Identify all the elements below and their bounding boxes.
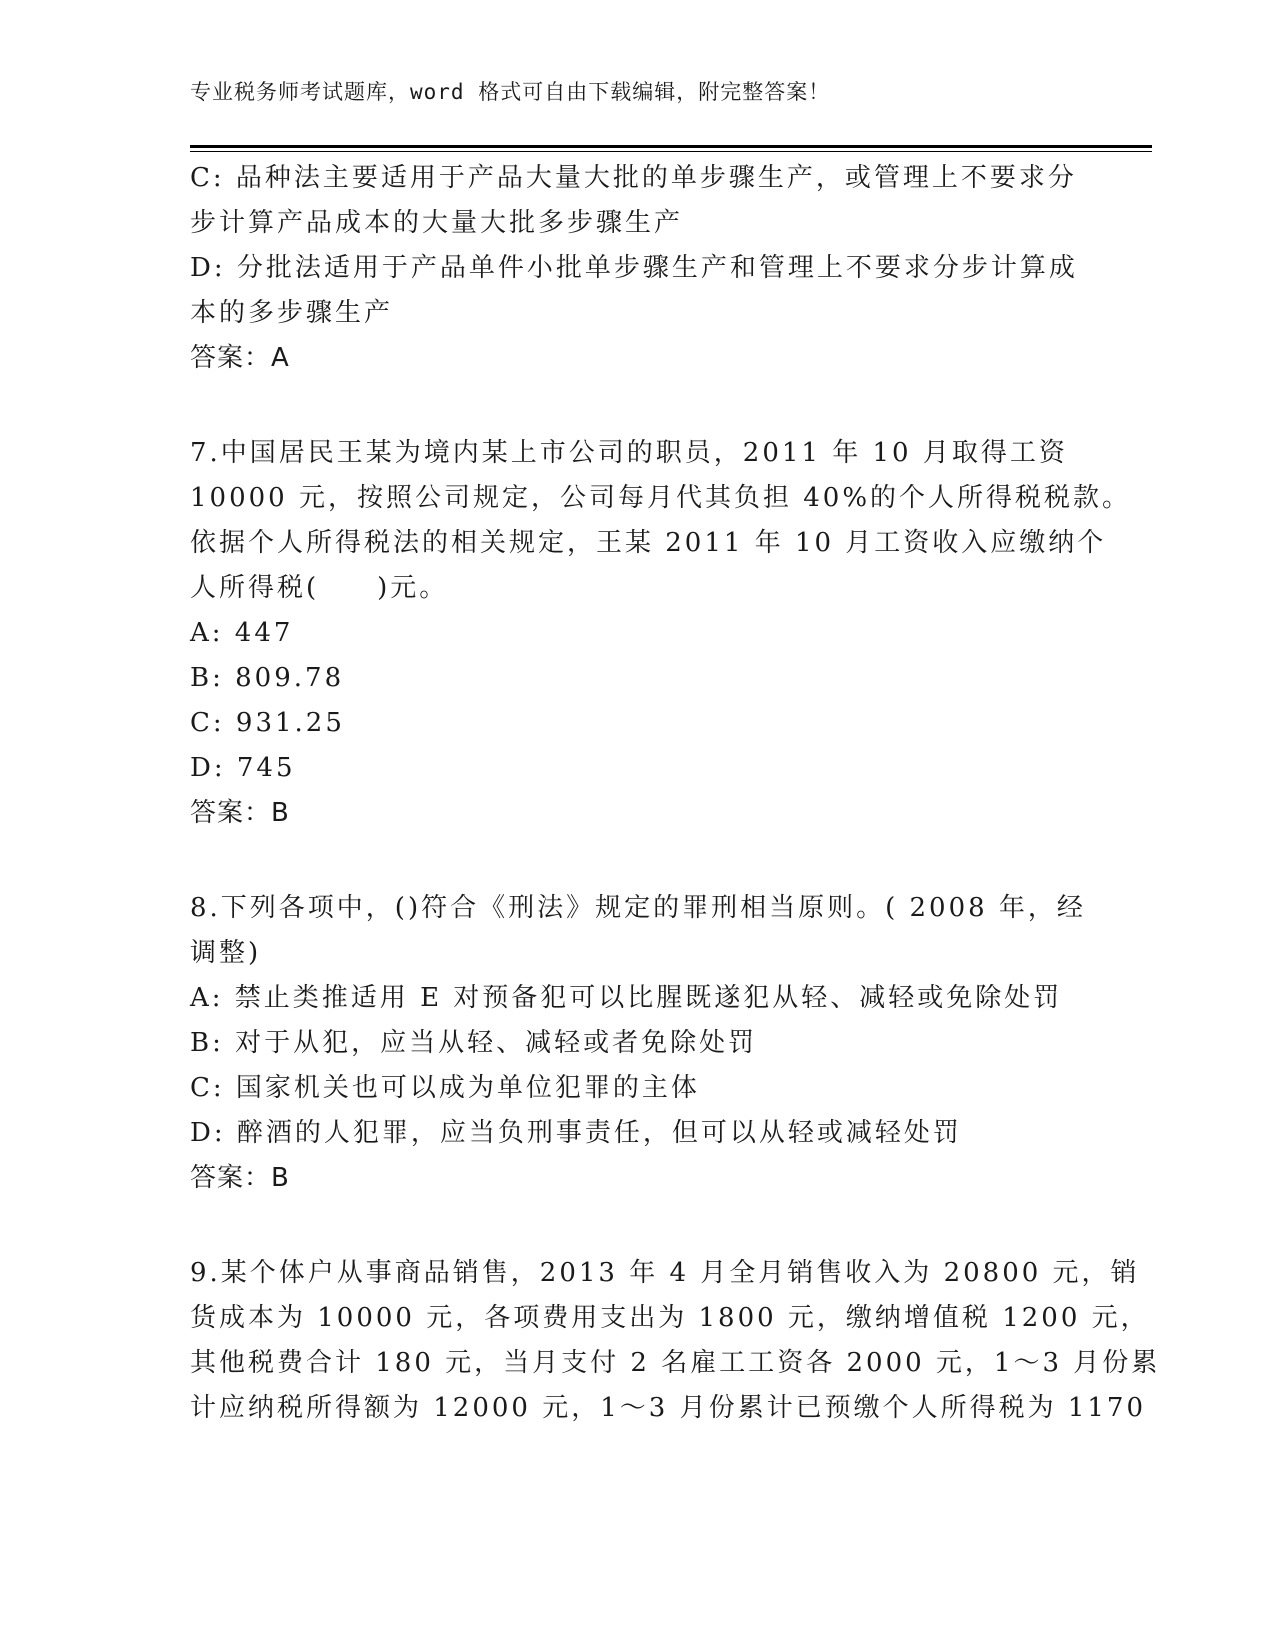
q6-option-d-line1: D: 分批法适用于产品单件小批单步骤生产和管理上不要求分步计算成	[190, 253, 1078, 283]
q8-option-d: D: 醉酒的人犯罪，应当负刑事责任，但可以从轻或减轻处罚	[190, 1118, 962, 1148]
header-rule-thick	[190, 145, 1152, 148]
q9-stem-line2: 货成本为 10000 元，各项费用支出为 1800 元，缴纳增值税 1200 元，	[190, 1303, 1150, 1333]
q8-option-c: C: 国家机关也可以成为单位犯罪的主体	[190, 1073, 700, 1103]
q6-option-c-line2: 步计算产品成本的大量大批多步骤生产	[190, 208, 684, 238]
q9-stem-line1: 9.某个体户从事商品销售，2013 年 4 月全月销售收入为 20800 元，销	[190, 1258, 1140, 1288]
q8-option-a: A: 禁止类推适用 E 对预备犯可以比腥既遂犯从轻、减轻或免除处罚	[190, 983, 1063, 1013]
q7-stem-line2: 10000 元，按照公司规定，公司每月代其负担 40%的个人所得税税款。	[190, 483, 1132, 513]
q7-stem-line3: 依据个人所得税法的相关规定，王某 2011 年 10 月工资收入应缴纳个	[190, 528, 1107, 558]
q7-option-b: B: 809.78	[190, 663, 345, 693]
q9-stem-line3: 其他税费合计 180 元，当月支付 2 名雇工工资各 2000 元，1～3 月份累	[190, 1348, 1161, 1378]
q8-stem-line2: 调整)	[190, 938, 262, 968]
q6-option-c-line1: C: 品种法主要适用于产品大量大批的单步骤生产，或管理上不要求分	[190, 163, 1077, 193]
q7-answer: 答案：B	[190, 798, 290, 828]
q8-answer: 答案：B	[190, 1163, 290, 1193]
header-rule-thin	[190, 151, 1152, 152]
q6-option-d-line2: 本的多步骤生产	[190, 298, 394, 328]
q9-stem-line4: 计应纳税所得额为 12000 元，1～3 月份累计已预缴个人所得税为 1170	[190, 1393, 1147, 1423]
q7-option-d: D: 745	[190, 753, 296, 783]
page-header: 专业税务师考试题库，word 格式可自由下载编辑，附完整答案！	[190, 80, 831, 104]
q8-stem-line1: 8.下列各项中，()符合《刑法》规定的罪刑相当原则。( 2008 年，经	[190, 893, 1086, 923]
q8-option-b: B: 对于从犯，应当从轻、减轻或者免除处罚	[190, 1028, 758, 1058]
q7-option-a: A: 447	[190, 618, 294, 648]
q7-stem-line1: 7.中国居民王某为境内某上市公司的职员，2011 年 10 月取得工资	[190, 438, 1068, 468]
q7-option-c: C: 931.25	[190, 708, 345, 738]
q7-stem-line4: 人所得税( )元。	[190, 573, 449, 603]
q6-answer: 答案：A	[190, 343, 290, 373]
